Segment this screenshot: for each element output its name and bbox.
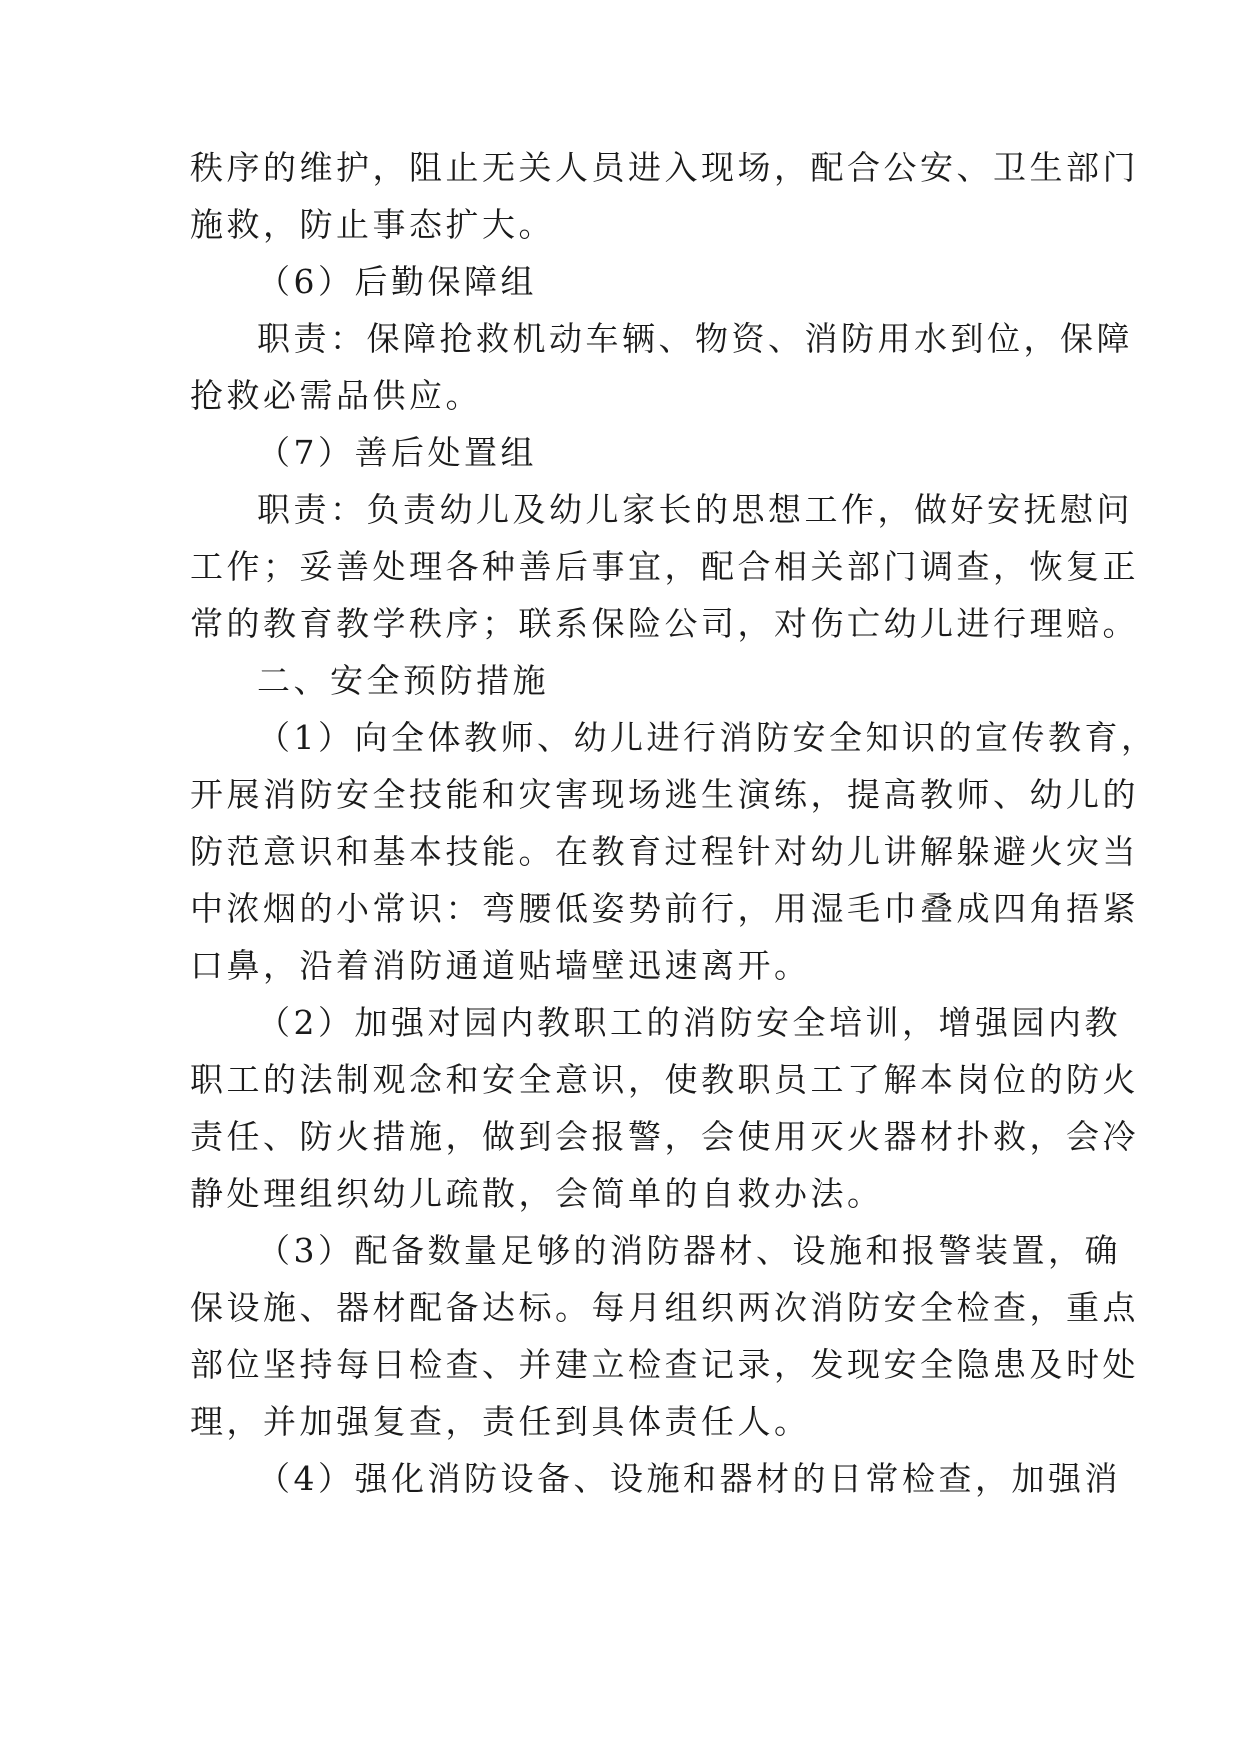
text-line: 责任、防火措施，做到会报警，会使用灭火器材扑救，会冷 bbox=[190, 1117, 1139, 1156]
text-line: 口鼻，沿着消防通道贴墙壁迅速离开。 bbox=[190, 946, 811, 985]
text-line: 部位坚持每日检查、并建立检查记录，发现安全隐患及时处 bbox=[190, 1345, 1139, 1384]
text-line: 秩序的维护，阻止无关人员进入现场，配合公安、卫生部门 bbox=[190, 148, 1139, 187]
text-line: （1）向全体教师、幼儿进行消防安全知识的宣传教育， bbox=[257, 718, 1158, 757]
section-heading: （7）善后处置组 bbox=[257, 433, 537, 472]
text-line: （2）加强对园内教职工的消防安全培训，增强园内教 bbox=[257, 1003, 1121, 1042]
text-line: 工作；妥善处理各种善后事宜，配合相关部门调查，恢复正 bbox=[190, 547, 1139, 586]
text-line: 抢救必需品供应。 bbox=[190, 376, 482, 415]
text-line: 施救，防止事态扩大。 bbox=[190, 205, 555, 244]
text-line: 中浓烟的小常识：弯腰低姿势前行，用湿毛巾叠成四角捂紧 bbox=[190, 889, 1139, 928]
section-heading: （6）后勤保障组 bbox=[257, 262, 537, 301]
text-line: 保设施、器材配备达标。每月组织两次消防安全检查，重点 bbox=[190, 1288, 1139, 1327]
text-line: （3）配备数量足够的消防器材、设施和报警装置，确 bbox=[257, 1231, 1121, 1270]
text-line: （4）强化消防设备、设施和器材的日常检查，加强消 bbox=[257, 1459, 1121, 1498]
text-line: 职责：保障抢救机动车辆、物资、消防用水到位，保障 bbox=[257, 319, 1133, 358]
text-line: 职责：负责幼儿及幼儿家长的思想工作，做好安抚慰问 bbox=[257, 490, 1133, 529]
text-line: 常的教育教学秩序；联系保险公司，对伤亡幼儿进行理赔。 bbox=[190, 604, 1139, 643]
text-line: 职工的法制观念和安全意识，使教职员工了解本岗位的防火 bbox=[190, 1060, 1139, 1099]
text-line: 防范意识和基本技能。在教育过程针对幼儿讲解躲避火灾当 bbox=[190, 832, 1139, 871]
section-heading: 二、安全预防措施 bbox=[257, 661, 549, 700]
text-line: 理，并加强复查，责任到具体责任人。 bbox=[190, 1402, 811, 1441]
text-line: 开展消防安全技能和灾害现场逃生演练，提高教师、幼儿的 bbox=[190, 775, 1139, 814]
text-line: 静处理组织幼儿疏散，会简单的自救办法。 bbox=[190, 1174, 884, 1213]
